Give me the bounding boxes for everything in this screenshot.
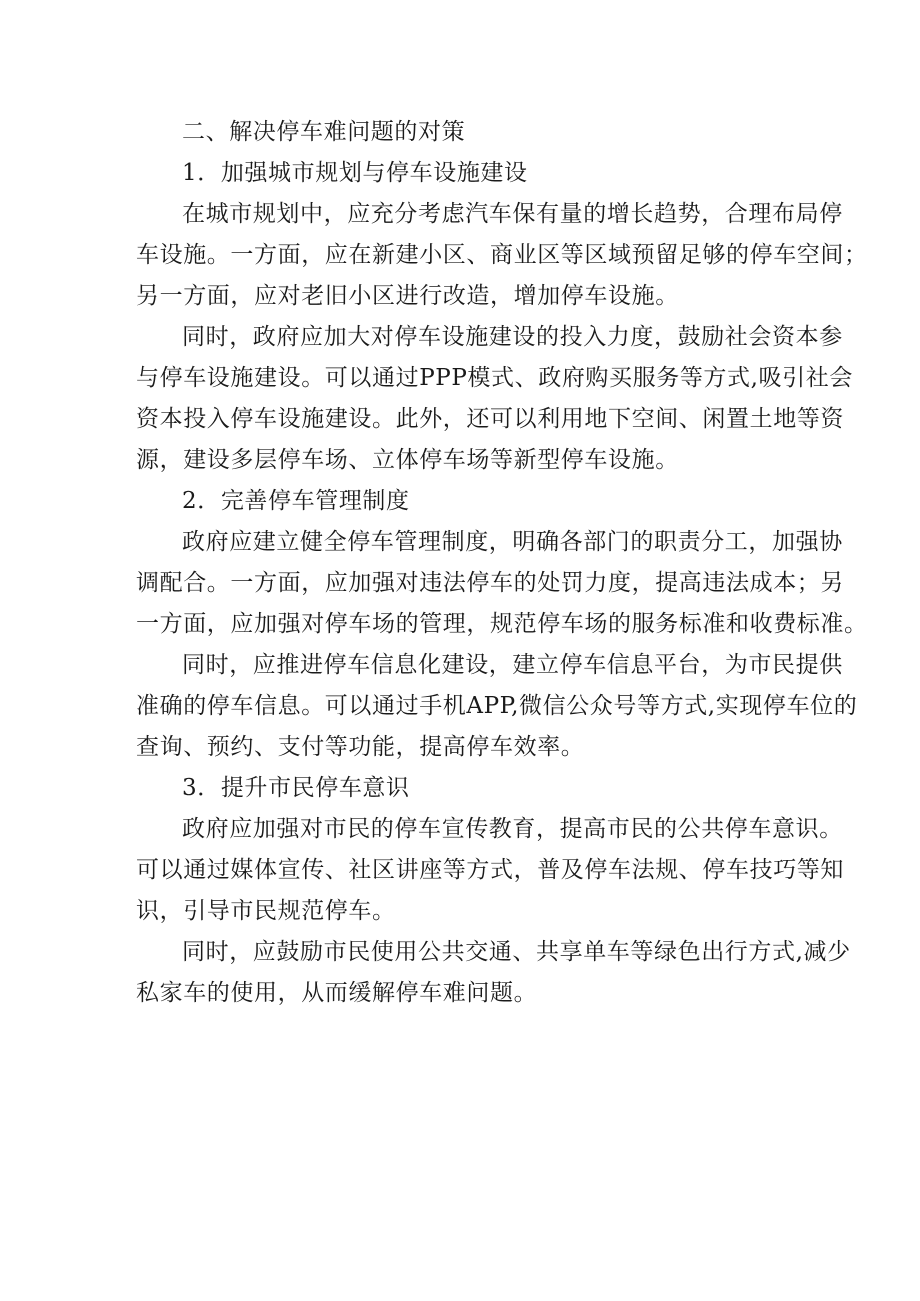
paragraph-line: 另一方面，应对老旧小区进行改造，增加停车设施。 [136,283,679,309]
paragraph-line: 在城市规划中，应充分考虑汽车保有量的增长趋势，合理布局停 [182,201,843,227]
paragraph-1 [136,194,868,317]
paragraph-line: 源，建设多层停车场、立体停车场等新型停车设施。 [136,447,679,473]
paragraph-6 [136,932,851,1014]
paragraph-line: 私家车的使用，从而缓解停车难问题。 [136,980,538,1006]
paragraph-2 [136,317,853,481]
document-body [136,112,868,1014]
paragraph-line: 政府应加强对市民的停车宣传教育，提高市民的公共停车意识。 [182,816,843,842]
paragraph-line: 车设施。一方面，应在新建小区、商业区等区域预留足够的停车空间； [136,242,868,268]
paragraph-4 [136,645,858,768]
paragraph-line: 识，引导市民规范停车。 [136,898,396,924]
paragraph-line: 与停车设施建设。可以通过PPP模式、政府购买服务等方式,吸引社会 [136,365,853,391]
paragraph-line: 政府应建立健全停车管理制度，明确各部门的职责分工，加强协 [182,529,843,555]
paragraph-line: 准确的停车信息。可以通过手机APP,微信公众号等方式,实现停车位的 [136,693,858,719]
paragraph-line: 同时，应鼓励市民使用公共交通、共享单车等绿色出行方式,减少 [182,939,851,965]
paragraph-line: 调配合。一方面，应加强对违法停车的处罚力度，提高违法成本；另 [136,570,844,596]
subheading-1: 1．加强城市规划与停车设施建设 [182,160,528,186]
section-heading: 二、解决停车难问题的对策 [182,119,466,145]
paragraph-line: 同时，政府应加大对停车设施建设的投入力度，鼓励社会资本参 [182,324,843,350]
paragraph-line: 查询、预约、支付等功能，提高停车效率。 [136,734,585,760]
paragraph-5 [136,809,844,932]
paragraph-line: 一方面，应加强对停车场的管理，规范停车场的服务标准和收费标准。 [136,611,868,637]
paragraph-line: 可以通过媒体宣传、社区讲座等方式，普及停车法规、停车技巧等知 [136,857,844,883]
subheading-3: 3．提升市民停车意识 [182,775,410,801]
paragraph-line: 同时，应推进停车信息化建设，建立停车信息平台，为市民提供 [182,652,843,678]
paragraph-line: 资本投入停车设施建设。此外，还可以利用地下空间、闲置土地等资 [136,406,844,432]
paragraph-3 [136,522,868,645]
subheading-2: 2．完善停车管理制度 [182,488,410,514]
